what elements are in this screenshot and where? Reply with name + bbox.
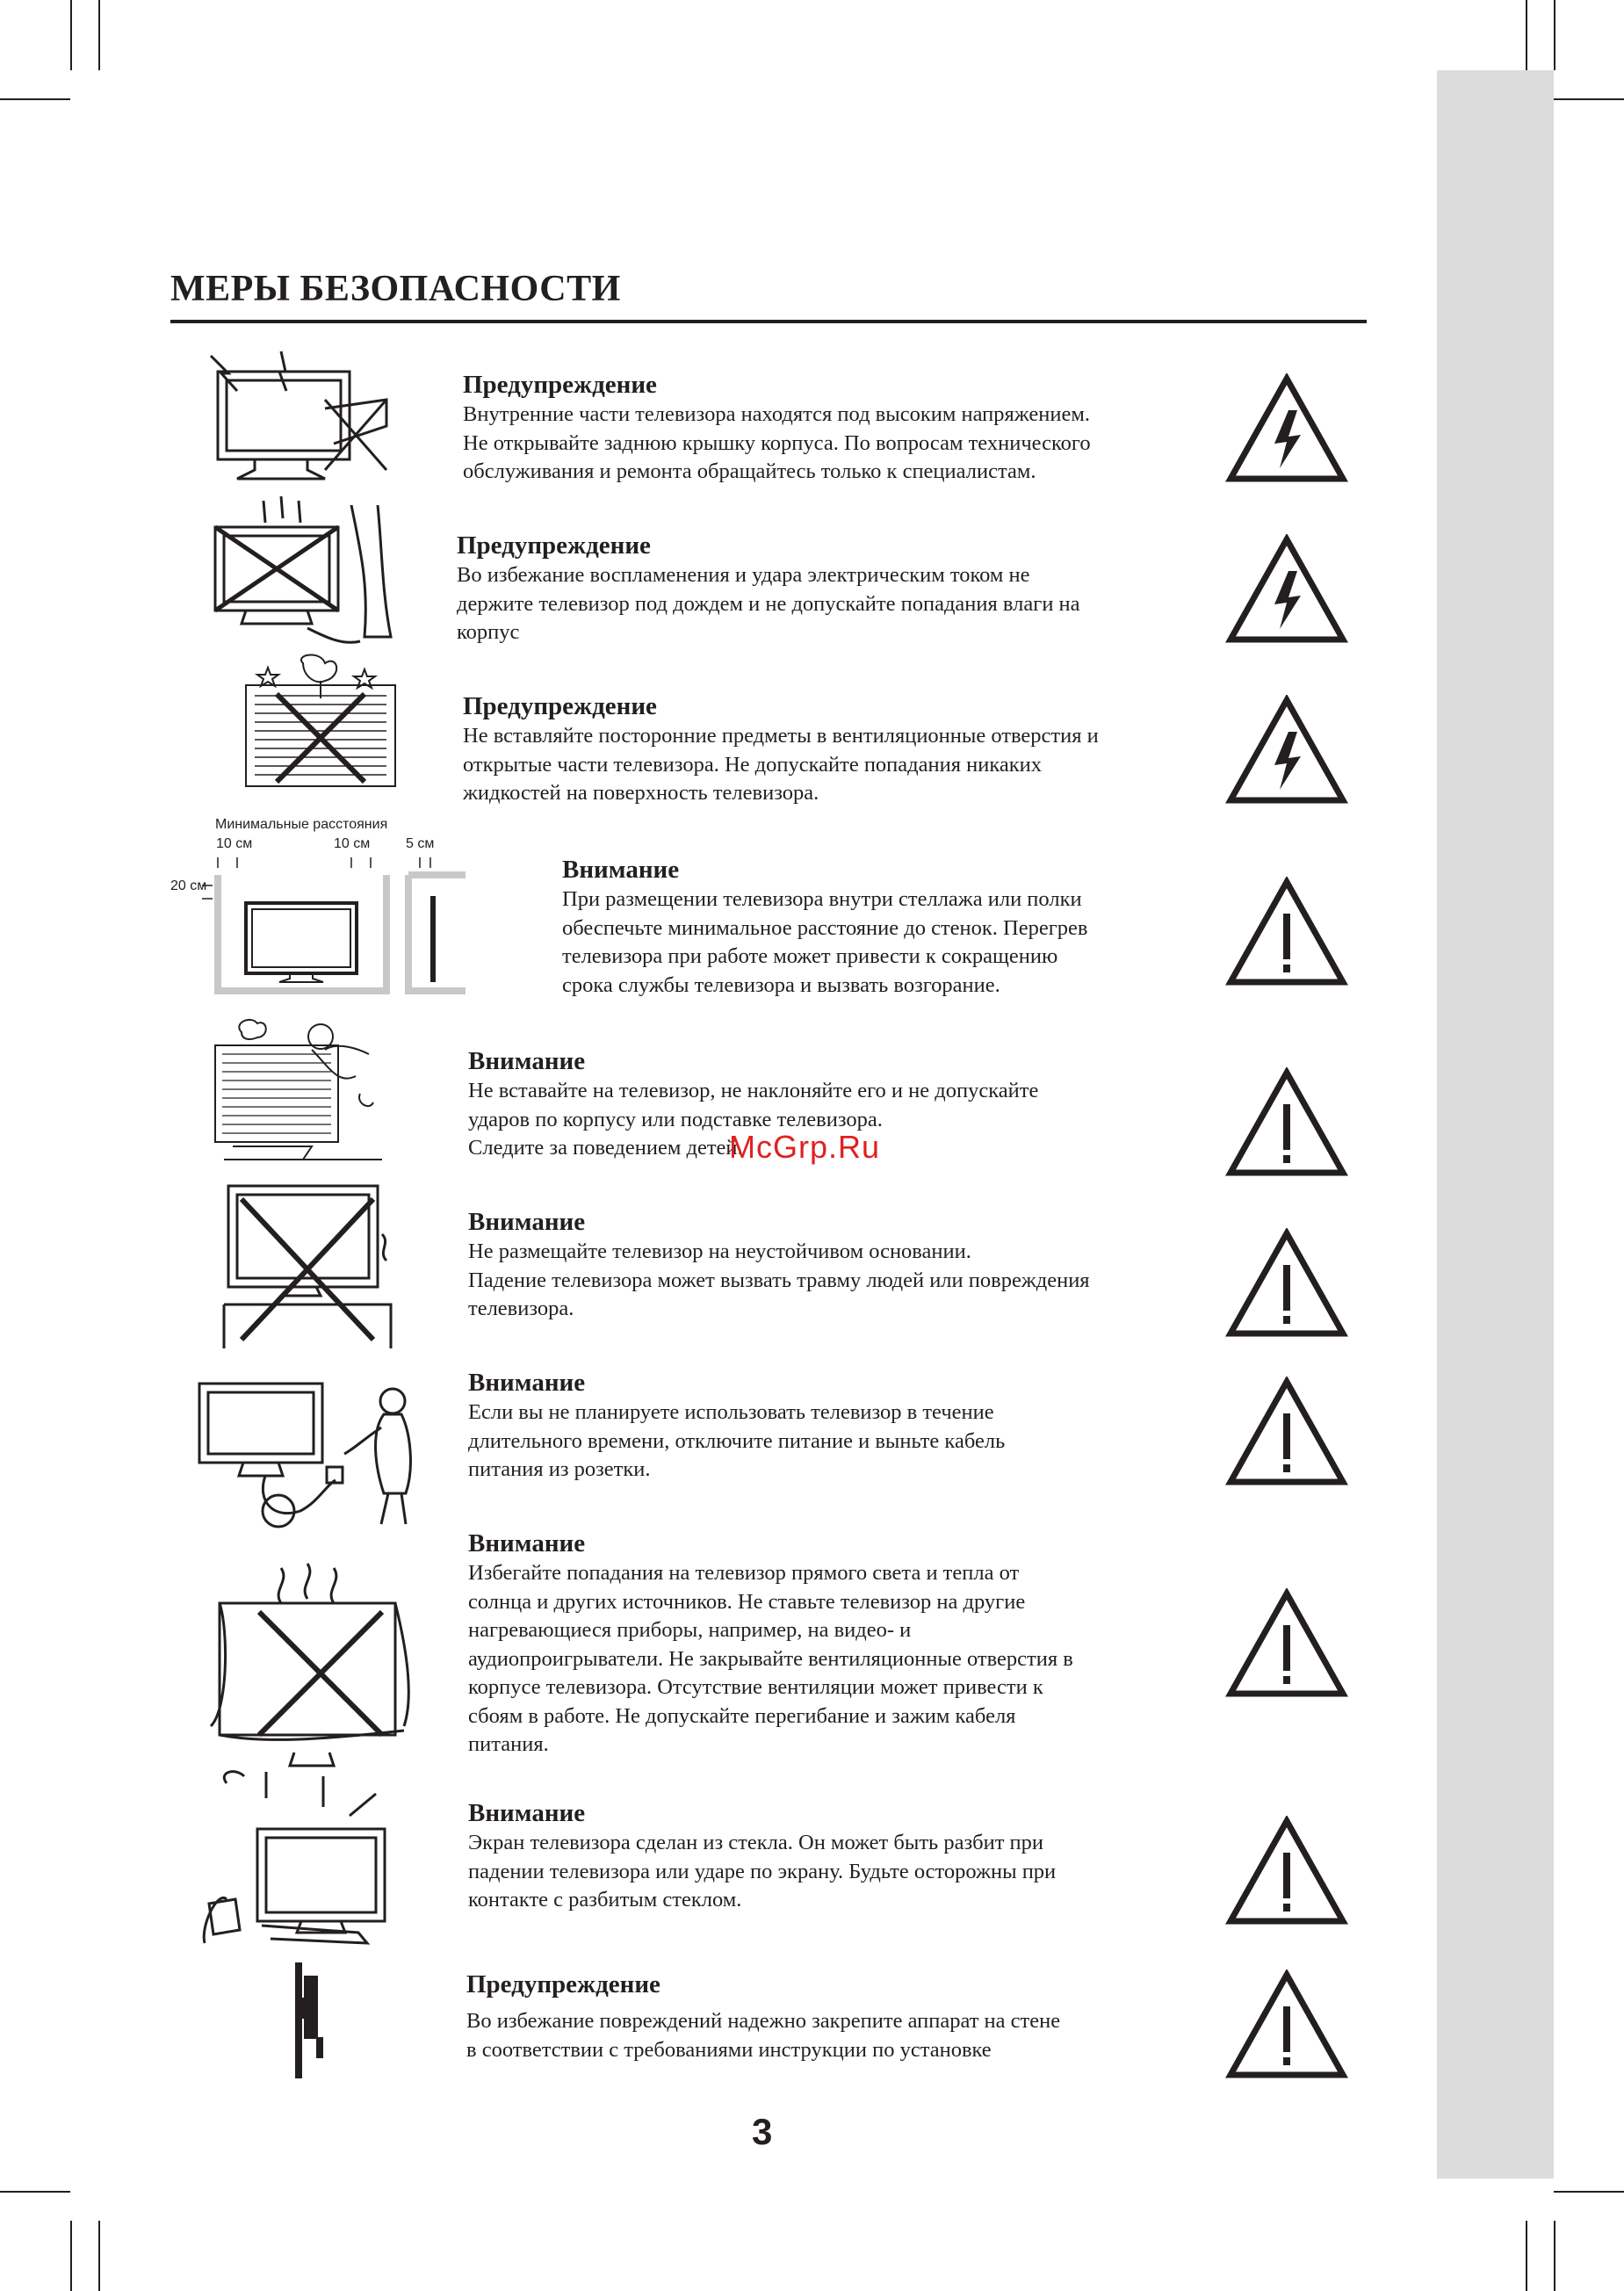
section-text <box>468 1559 1223 1760</box>
text-line: Экран телевизора сделан из стекла. Он может быть разбит при <box>468 1831 1044 1854</box>
tv-glass-illustration <box>191 1767 415 1948</box>
text-line: Не открывайте заднюю крышку корпуса. По вопросам технического <box>463 430 1091 455</box>
crop-mark <box>1554 98 1624 100</box>
section-heading: Предупреждение <box>463 371 657 399</box>
tv-unplug-illustration <box>195 1379 432 1533</box>
text-line: сбоям в работе. Не допускайте перегибание и зажим кабеля <box>468 1703 1016 1728</box>
text-line: питания. <box>468 1732 549 1756</box>
clearance-title: Минимальные расстояния <box>215 817 388 832</box>
clearance-top-label: 20 см <box>170 878 207 893</box>
crop-mark <box>1526 2221 1527 2291</box>
section-text <box>463 722 1218 808</box>
clearance-side-label: 5 см <box>406 836 435 851</box>
section-text <box>457 561 1212 647</box>
section-text <box>468 1238 1223 1324</box>
crop-mark <box>0 2191 70 2193</box>
clearance-diagram <box>167 815 470 1000</box>
text-line: Во избежание воспламенения и удара электрическим током не <box>457 563 1030 587</box>
text-line: питания из розетки. <box>468 1457 651 1481</box>
text-line: Не вставайте на телевизор, не наклоняйте его и не допускайте <box>468 1079 1039 1102</box>
section-heading: Внимание <box>468 1369 586 1397</box>
text-line: Не вставляйте посторонние предметы в вентиляционные отверстия и <box>463 724 1099 748</box>
text-line: Внутренние части телевизора находятся под высоким напряжением. <box>463 402 1090 426</box>
high-voltage-icon <box>1225 373 1348 484</box>
clearance-right-label: 10 см <box>334 836 371 851</box>
caution-icon <box>1225 1588 1348 1699</box>
crop-mark <box>70 0 72 70</box>
text-line: Не размещайте телевизор на неустойчивом основании. <box>468 1239 971 1263</box>
section-4 <box>562 854 1230 1000</box>
text-line: ударов по корпусу или подставке телевизора. <box>468 1107 883 1131</box>
text-line: нагревающиеся приборы, например, на видео- и <box>468 1618 912 1642</box>
text-line: падении телевизора или ударе по экрану. Будьте осторожны при <box>468 1859 1057 1883</box>
text-line: держите телевизор под дождем и не допускайте попадания влаги на <box>457 591 1080 616</box>
crop-mark <box>98 2221 100 2291</box>
caution-icon <box>1225 1969 1348 2080</box>
text-line: длительного времени, отключите питание и выньте кабель <box>468 1428 1006 1453</box>
text-line: Во избежание повреждений надежно закрепите аппарат на стене <box>466 2009 1061 2033</box>
page-number: 3 <box>752 2111 773 2152</box>
watermark: McGrp.Ru <box>729 1129 881 1165</box>
tv-high-voltage-illustration <box>202 347 404 488</box>
text-line: Если вы не планируете использовать телевизор в течение <box>468 1400 994 1424</box>
tv-child-climbing-illustration <box>206 1015 391 1173</box>
section-7 <box>468 1367 1223 1485</box>
text-line: солнца и других источников. Не ставьте телевизор на другие <box>468 1589 1026 1614</box>
crop-mark <box>70 2221 72 2291</box>
crop-mark <box>1554 0 1555 70</box>
text-line: При размещении телевизора внутри стеллажа или полки <box>562 887 1082 911</box>
section-text <box>468 1829 1223 1915</box>
wall-mount-illustration <box>285 1959 338 2082</box>
section-text <box>463 401 1218 487</box>
crop-mark <box>1526 0 1527 70</box>
tv-rain-illustration <box>211 496 395 654</box>
text-line: корпусе телевизора. Отсутствие вентиляции может привести к <box>468 1675 1043 1699</box>
section-heading: Внимание <box>562 856 680 884</box>
section-8 <box>468 1528 1223 1760</box>
side-strip <box>1437 70 1554 2179</box>
high-voltage-icon <box>1225 534 1348 645</box>
crop-mark <box>98 0 100 70</box>
text-line: обслуживания и ремонта обращайтесь только к специалистам. <box>463 459 1036 483</box>
title-rule <box>170 320 1367 323</box>
caution-icon <box>1225 1816 1348 1926</box>
caution-icon <box>1225 877 1348 987</box>
text-line: в соответствии с требованиями инструкции по установке <box>466 2037 992 2062</box>
text-line: Избегайте попадания на телевизор прямого света и тепла от <box>468 1561 1020 1585</box>
section-heading: Предупреждение <box>457 531 651 560</box>
high-voltage-icon <box>1225 695 1348 806</box>
section-1 <box>463 369 1218 487</box>
section-3 <box>463 690 1218 808</box>
crop-mark <box>1554 2221 1555 2291</box>
tv-heat-cover-illustration <box>193 1550 417 1774</box>
tv-unstable-base-illustration <box>215 1182 395 1348</box>
text-line: Следите за поведением детей. <box>468 1136 743 1160</box>
section-heading: Предупреждение <box>463 692 657 720</box>
tv-vents-illustration <box>242 650 404 795</box>
section-6 <box>468 1206 1223 1324</box>
section-heading: Внимание <box>468 1529 586 1557</box>
crop-mark <box>0 98 70 100</box>
section-2 <box>457 530 1212 647</box>
section-heading: Внимание <box>468 1047 586 1075</box>
caution-icon <box>1225 1377 1348 1487</box>
text-line: обеспечьте минимальное расстояние до стенок. Перегрев <box>562 915 1088 940</box>
caution-icon <box>1225 1067 1348 1178</box>
section-9 <box>468 1797 1223 1915</box>
text-line: телевизора. <box>468 1297 574 1320</box>
section-text <box>562 885 1230 1000</box>
text-line: Падение телевизора может вызвать травму людей или повреждения <box>468 1268 1090 1292</box>
caution-icon <box>1225 1228 1348 1339</box>
section-heading: Предупреждение <box>466 1970 660 1998</box>
section-text <box>466 2007 1222 2064</box>
section-heading: Внимание <box>468 1208 586 1236</box>
text-line: телевизора при работе может привести к сокращению <box>562 944 1058 968</box>
text-line: контакте с разбитым стеклом. <box>468 1888 742 1912</box>
section-10 <box>466 1969 1222 2064</box>
section-text <box>468 1398 1223 1485</box>
text-line: аудиопроигрыватели. Не закрывайте вентиляционные отверстия в <box>468 1646 1073 1671</box>
text-line: срока службы телевизора и вызвать возгорание. <box>562 972 1000 997</box>
section-heading: Внимание <box>468 1799 586 1827</box>
clearance-left-label: 10 см <box>216 836 253 851</box>
page-title: МЕРЫ БЕЗОПАСНОСТИ <box>170 269 621 309</box>
text-line: корпус <box>457 620 520 644</box>
text-line: жидкостей на поверхность телевизора. <box>463 781 819 805</box>
text-line: открытые части телевизора. Не допускайте попадания никаких <box>463 752 1043 777</box>
crop-mark <box>1554 2191 1624 2193</box>
